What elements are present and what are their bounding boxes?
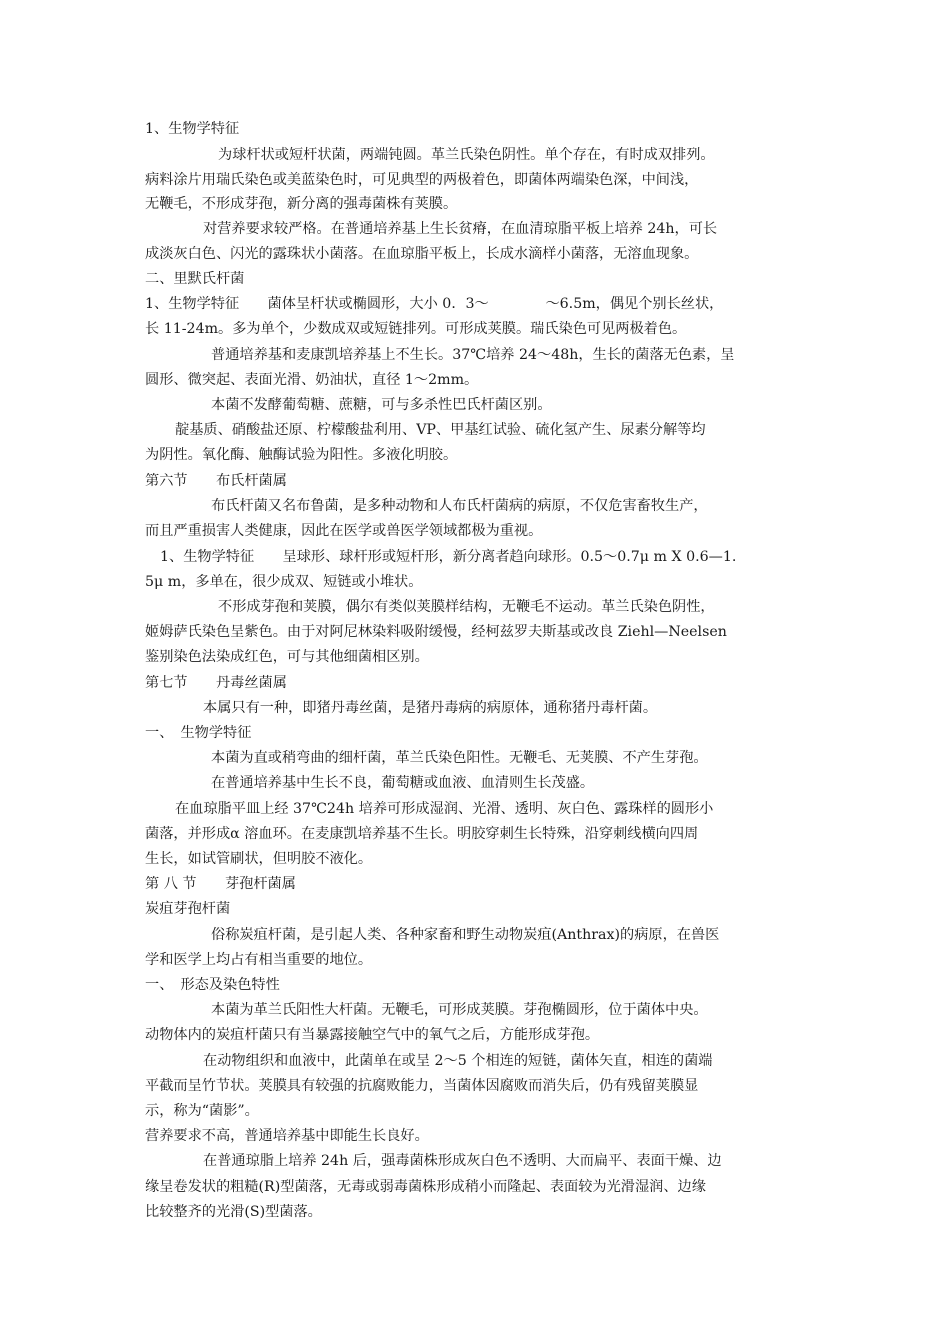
- paragraph-line: 1、生物学特征 菌体呈杆状或椭圆形，大小 0．3～ ～6.5m，偶见个别长丝状，: [145, 296, 724, 312]
- paragraph-line: 本菌为革兰氏阳性大杆菌。无鞭毛，可形成荚膜。芽孢椭圆形，位于菌体中央。: [211, 1002, 708, 1018]
- paragraph-line: 鉴别染色法染成红色，可与其他细菌相区别。: [145, 649, 429, 665]
- section-heading-erysipelothrix: 第七节 丹毒丝菌属: [145, 675, 287, 691]
- paragraph-line: 5μ m，多单在，很少成双、短链或小堆状。: [145, 574, 423, 590]
- paragraph-line: 在血琼脂平皿上经 37℃24h 培养可形成湿润、光滑、透明、灰白色、露珠样的圆形小: [175, 801, 714, 817]
- section-heading-riemerella: 二、里默氏杆菌: [145, 271, 245, 287]
- paragraph-line: 对营养要求较严格。在普通培养基上生长贫瘠，在血清琼脂平板上培养 24h，可长: [203, 221, 718, 237]
- paragraph-line: 菌落，并形成α 溶血环。在麦康凯培养基不生长。明胶穿刺生长特殊，沿穿刺线横向四周: [145, 826, 699, 842]
- paragraph-line: 不形成芽孢和荚膜，偶尔有类似荚膜样结构，无鞭毛不运动。革兰氏染色阴性，: [218, 599, 715, 615]
- paragraph-line: 为阴性。氧化酶、触酶试验为阳性。多液化明胶。: [145, 447, 458, 463]
- paragraph-line: 示，称为“菌影”。: [145, 1103, 259, 1119]
- paragraph-line: 在动物组织和血液中，此菌单在或呈 2～5 个相连的短链，菌体矢直，相连的菌端: [203, 1053, 713, 1069]
- paragraph-line: 在普通培养基中生长不良，葡萄糖或血液、血清则生长茂盛。: [211, 775, 595, 791]
- subheading-morphology: 一、 形态及染色特性: [145, 977, 280, 993]
- paragraph-line: 本菌为直或稍弯曲的细杆菌，革兰氏染色阳性。无鞭毛、无荚膜、不产生芽孢。: [211, 750, 708, 766]
- paragraph-line: 无鞭毛，不形成芽孢，新分离的强毒菌株有荚膜。: [145, 196, 458, 212]
- paragraph-line: 长 11-24m。多为单个，少数成双或短链排列。可形成荚膜。瑞氏染色可见两极着色。: [145, 321, 687, 337]
- paragraph-line: 而且严重损害人类健康，因此在医学或兽医学领域都极为重视。: [145, 523, 543, 539]
- subheading-bio-features: 一、 生物学特征: [145, 725, 252, 741]
- section-heading-bacillus: 第 八 节 芽孢杆菌属: [145, 876, 296, 892]
- paragraph-line: 本属只有一种，即猪丹毒丝菌，是猪丹毒病的病原体，通称猪丹毒杆菌。: [203, 700, 658, 716]
- paragraph-line: 缘呈卷发状的粗糙(R)型菌落，无毒或弱毒菌株形成稍小而隆起、表面较为光滑湿润、边缘: [145, 1179, 706, 1195]
- paragraph-line: 比较整齐的光滑(S)型菌落。: [145, 1204, 322, 1220]
- paragraph-line: 普通培养基和麦康凯培养基上不生长。37℃培养 24～48h，生长的菌落无色素，呈: [211, 347, 735, 363]
- paragraph-line: 营养要求不高，普通培养基中即能生长良好。: [145, 1128, 429, 1144]
- paragraph-line: 布氏杆菌又名布鲁菌，是多种动物和人布氏杆菌病的病原，不仅危害畜牧生产，: [211, 498, 708, 514]
- paragraph-line: 为球杆状或短杆状菌，两端钝圆。革兰氏染色阴性。单个存在，有时成双排列。: [218, 147, 715, 163]
- paragraph-line: 学和医学上均占有相当重要的地位。: [145, 952, 373, 968]
- paragraph-line: 1、生物学特征 呈球形、球杆形或短杆形，新分离者趋向球形。0.5～0.7μ m X 0.6—1.: [160, 549, 737, 565]
- heading-bio-features-1: 1、生物学特征: [145, 121, 240, 137]
- paragraph-line: 姬姆萨氏染色呈紫色。由于对阿尼林染料吸附缓慢，经柯兹罗夫斯基或改良 Ziehl—Neelsen: [145, 624, 727, 640]
- paragraph-line: 病料涂片用瑞氏染色或美蓝染色时，可见典型的两极着色，即菌体两端染色深，中间浅，: [145, 172, 699, 188]
- paragraph-line: 本菌不发酵葡萄糖、蔗糖，可与多杀性巴氏杆菌区别。: [211, 397, 552, 413]
- paragraph-line: 圆形、微突起、表面光滑、奶油状，直径 1～2mm。: [145, 372, 479, 388]
- subheading-anthrax: 炭疽芽孢杆菌: [145, 901, 231, 917]
- paragraph-line: 在普通琼脂上培养 24h 后，强毒菌株形成灰白色不透明、大而扁平、表面干燥、边: [203, 1153, 722, 1169]
- paragraph-line: 动物体内的炭疽杆菌只有当暴露接触空气中的氧气之后，方能形成芽孢。: [145, 1027, 600, 1043]
- paragraph-line: 俗称炭疽杆菌，是引起人类、各种家畜和野生动物炭疽(Anthrax)的病原，在兽医: [211, 927, 720, 943]
- paragraph-line: 平截而呈竹节状。荚膜具有较强的抗腐败能力，当菌体因腐败而消失后，仍有残留荚膜显: [145, 1078, 699, 1094]
- paragraph-line: 靛基质、硝酸盐还原、柠檬酸盐利用、VP、甲基红试验、硫化氢产生、尿素分解等均: [175, 422, 706, 438]
- paragraph-line: 生长，如试管刷状，但明胶不液化。: [145, 851, 373, 867]
- section-heading-brucella: 第六节 布氏杆菌属: [145, 473, 287, 489]
- paragraph-line: 成淡灰白色、闪光的露珠状小菌落。在血琼脂平板上，长成水滴样小菌落，无溶血现象。: [145, 246, 699, 262]
